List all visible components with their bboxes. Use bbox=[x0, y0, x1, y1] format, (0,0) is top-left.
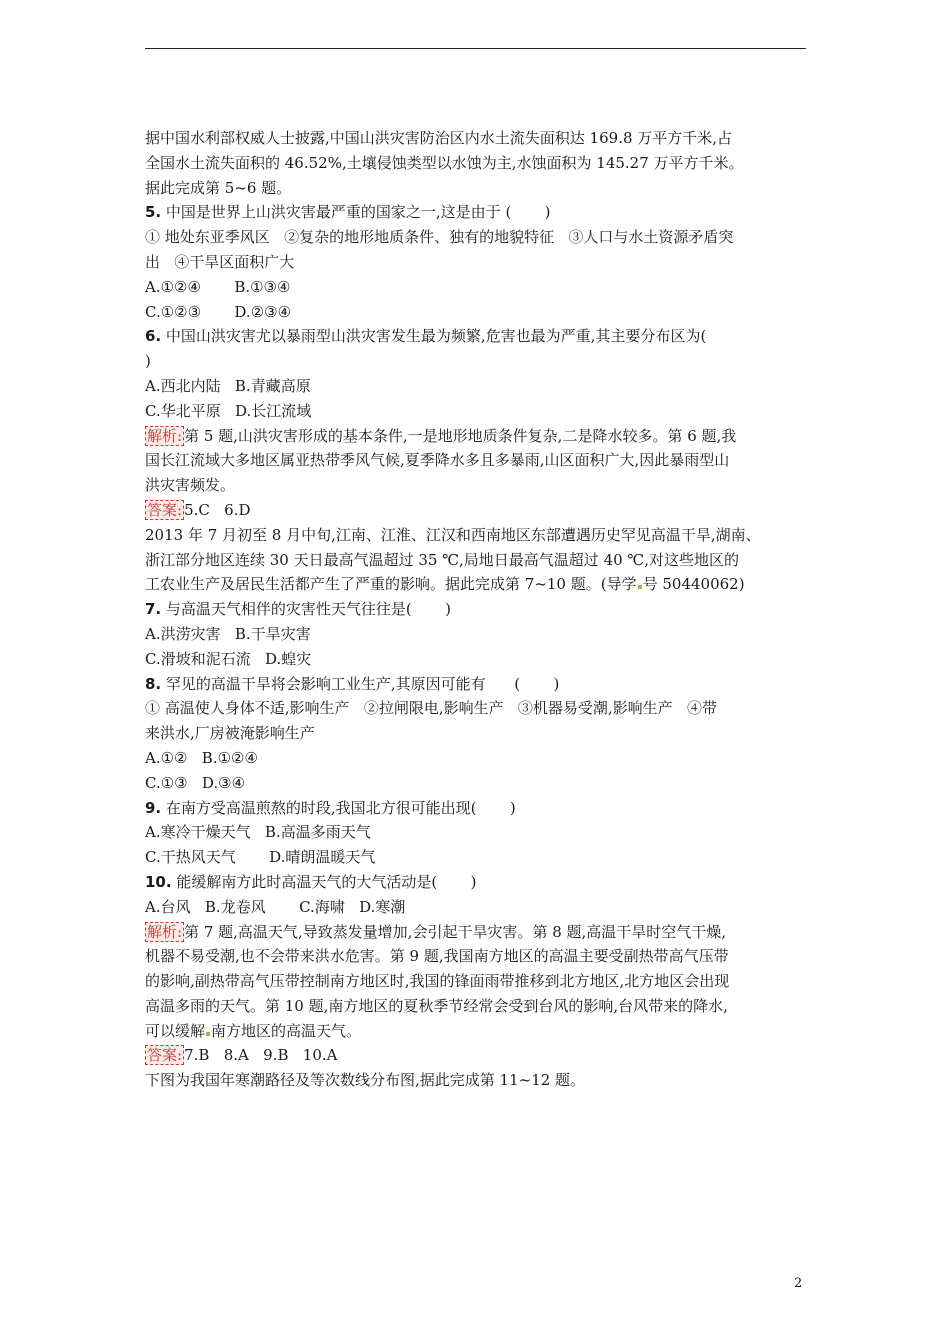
question-5 bbox=[145, 200, 810, 225]
analysis-line bbox=[145, 920, 810, 945]
option-line: ① 地处东亚季风区 ②复杂的地形地质条件、独有的地貌特征 ③人口与水土资源矛盾突 bbox=[145, 228, 734, 247]
choice-line: A.西北内陆 B.青藏高原 bbox=[145, 376, 311, 395]
analysis-tag: 解析: bbox=[147, 922, 183, 941]
analysis-line: 洪灾害频发。 bbox=[145, 476, 236, 495]
document-body bbox=[145, 126, 810, 1093]
choice-line: C.华北平原 D.长江流域 bbox=[145, 401, 312, 420]
question-7 bbox=[145, 597, 810, 622]
question-8 bbox=[145, 672, 810, 697]
question-text: 中国山洪灾害尤以暴雨型山洪灾害发生最为频繁,危害也最为严重,其主要分布区为( bbox=[161, 327, 707, 346]
page-number: 2 bbox=[794, 1276, 803, 1291]
text-line: 下图为我国年寒潮路径及等次数线分布图,据此完成第 11~12 题。 bbox=[145, 1071, 586, 1090]
option-line: 出 ④干旱区面积广大 bbox=[145, 252, 295, 271]
text-line: 工农业生产及居民生活都产生了严重的影响。据此完成第 7~10 题。(导学 号 50440062) bbox=[145, 575, 745, 594]
analysis-text: 第 5 题,山洪灾害形成的基本条件,一是地形地质条件复杂,二是降水较多。第 6 题,我 bbox=[184, 426, 737, 445]
question-number: 8. bbox=[145, 674, 162, 693]
header-rule bbox=[145, 48, 806, 49]
analysis-line: 的影响,副热带高气压带控制南方地区时,我国的锋面雨带推移到北方地区,北方地区会出现 bbox=[145, 972, 730, 991]
choice-line: C.①②③ D.②③④ bbox=[145, 302, 292, 321]
question-number: 10. bbox=[145, 872, 172, 891]
question-number: 6. bbox=[145, 327, 162, 346]
answer-tag: 答案: bbox=[147, 500, 183, 519]
question-text: 在南方受高温煎熬的时段,我国北方很可能出现( ) bbox=[161, 798, 516, 817]
answer-text: 5.C 6.D bbox=[184, 500, 251, 519]
text-line: 据中国水利部权威人士披露,中国山洪灾害防治区内水土流失面积达 169.8 万平方千米,占 bbox=[145, 129, 733, 147]
text-line: 2013 年 7 月初至 8 月中旬,江南、江淮、江汉和西南地区东部遭遇历史罕见高温干旱,湖南、 bbox=[145, 525, 761, 544]
analysis-line: 国长江流域大多地区属亚热带季风气候,夏季降水多且多暴雨,山区面积广大,因此暴雨型山 bbox=[145, 451, 730, 470]
analysis-line: 高温多雨的天气。第 10 题,南方地区的夏秋季节经常会受到台风的影响,台风带来的降水, bbox=[145, 996, 728, 1015]
analysis-line bbox=[145, 424, 810, 449]
text-line: 据此完成第 5~6 题。 bbox=[145, 178, 292, 197]
choice-line: A.①②④ B.①③④ bbox=[145, 277, 291, 296]
analysis-text: 第 7 题,高温天气,导致蒸发量增加,会引起干旱灾害。第 8 题,高温干旱时空气干燥, bbox=[184, 922, 727, 941]
choice-line: C.干热风天气 D.晴朗温暖天气 bbox=[145, 848, 376, 867]
choice-line: A.台风 B.龙卷风 C.海啸 D.寒潮 bbox=[145, 897, 406, 916]
question-text: 能缓解南方此时高温天气的大气活动是( ) bbox=[171, 872, 477, 891]
question-text: 罕见的高温干旱将会影响工业生产,其原因可能有 ( ) bbox=[161, 674, 560, 693]
analysis-line: 机器不易受潮,也不会带来洪水危害。第 9 题,我国南方地区的高温主要受副热带高气压带 bbox=[145, 947, 729, 966]
choice-line: A.寒冷干燥天气 B.高温多雨天气 bbox=[145, 823, 371, 842]
text-line: 浙江部分地区连续 30 天日最高气温超过 35 ℃,局地日最高气温超过 40 ℃,对这些地区的 bbox=[145, 550, 739, 569]
answer-line bbox=[145, 1043, 810, 1068]
question-10 bbox=[145, 870, 810, 895]
question-9 bbox=[145, 796, 810, 821]
answer-line bbox=[145, 498, 810, 523]
question-text-cont: ) bbox=[145, 352, 151, 371]
choice-line: C.①③ D.③④ bbox=[145, 773, 246, 792]
choice-line: C.滑坡和泥石流 D.蝗灾 bbox=[145, 649, 312, 668]
question-number: 5. bbox=[145, 203, 162, 222]
question-number: 9. bbox=[145, 798, 162, 817]
text-line: 全国水土流失面积的 46.52%,土壤侵蚀类型以水蚀为主,水蚀面积为 145.27 万平方千米。 bbox=[145, 153, 744, 172]
choice-line: A.①② B.①②④ bbox=[145, 748, 258, 767]
analysis-tag: 解析: bbox=[147, 426, 183, 445]
marker-dot bbox=[638, 585, 642, 589]
question-6 bbox=[145, 324, 810, 349]
choice-line: A.洪涝灾害 B.干旱灾害 bbox=[145, 624, 311, 643]
analysis-line: 可以缓解 南方地区的高温天气。 bbox=[145, 1021, 362, 1040]
question-number: 7. bbox=[145, 600, 162, 619]
answer-tag: 答案: bbox=[147, 1046, 183, 1065]
option-line: 来洪水,厂房被淹影响生产 bbox=[145, 724, 315, 743]
marker-dot bbox=[206, 1032, 210, 1036]
question-text: 与高温天气相伴的灾害性天气往往是( ) bbox=[161, 600, 451, 619]
question-text: 中国是世界上山洪灾害最严重的国家之一,这是由于 ( ) bbox=[161, 203, 551, 222]
option-line: ① 高温使人身体不适,影响生产 ②拉闸限电,影响生产 ③机器易受潮,影响生产 ④带 bbox=[145, 699, 717, 718]
answer-text: 7.B 8.A 9.B 10.A bbox=[184, 1046, 338, 1065]
